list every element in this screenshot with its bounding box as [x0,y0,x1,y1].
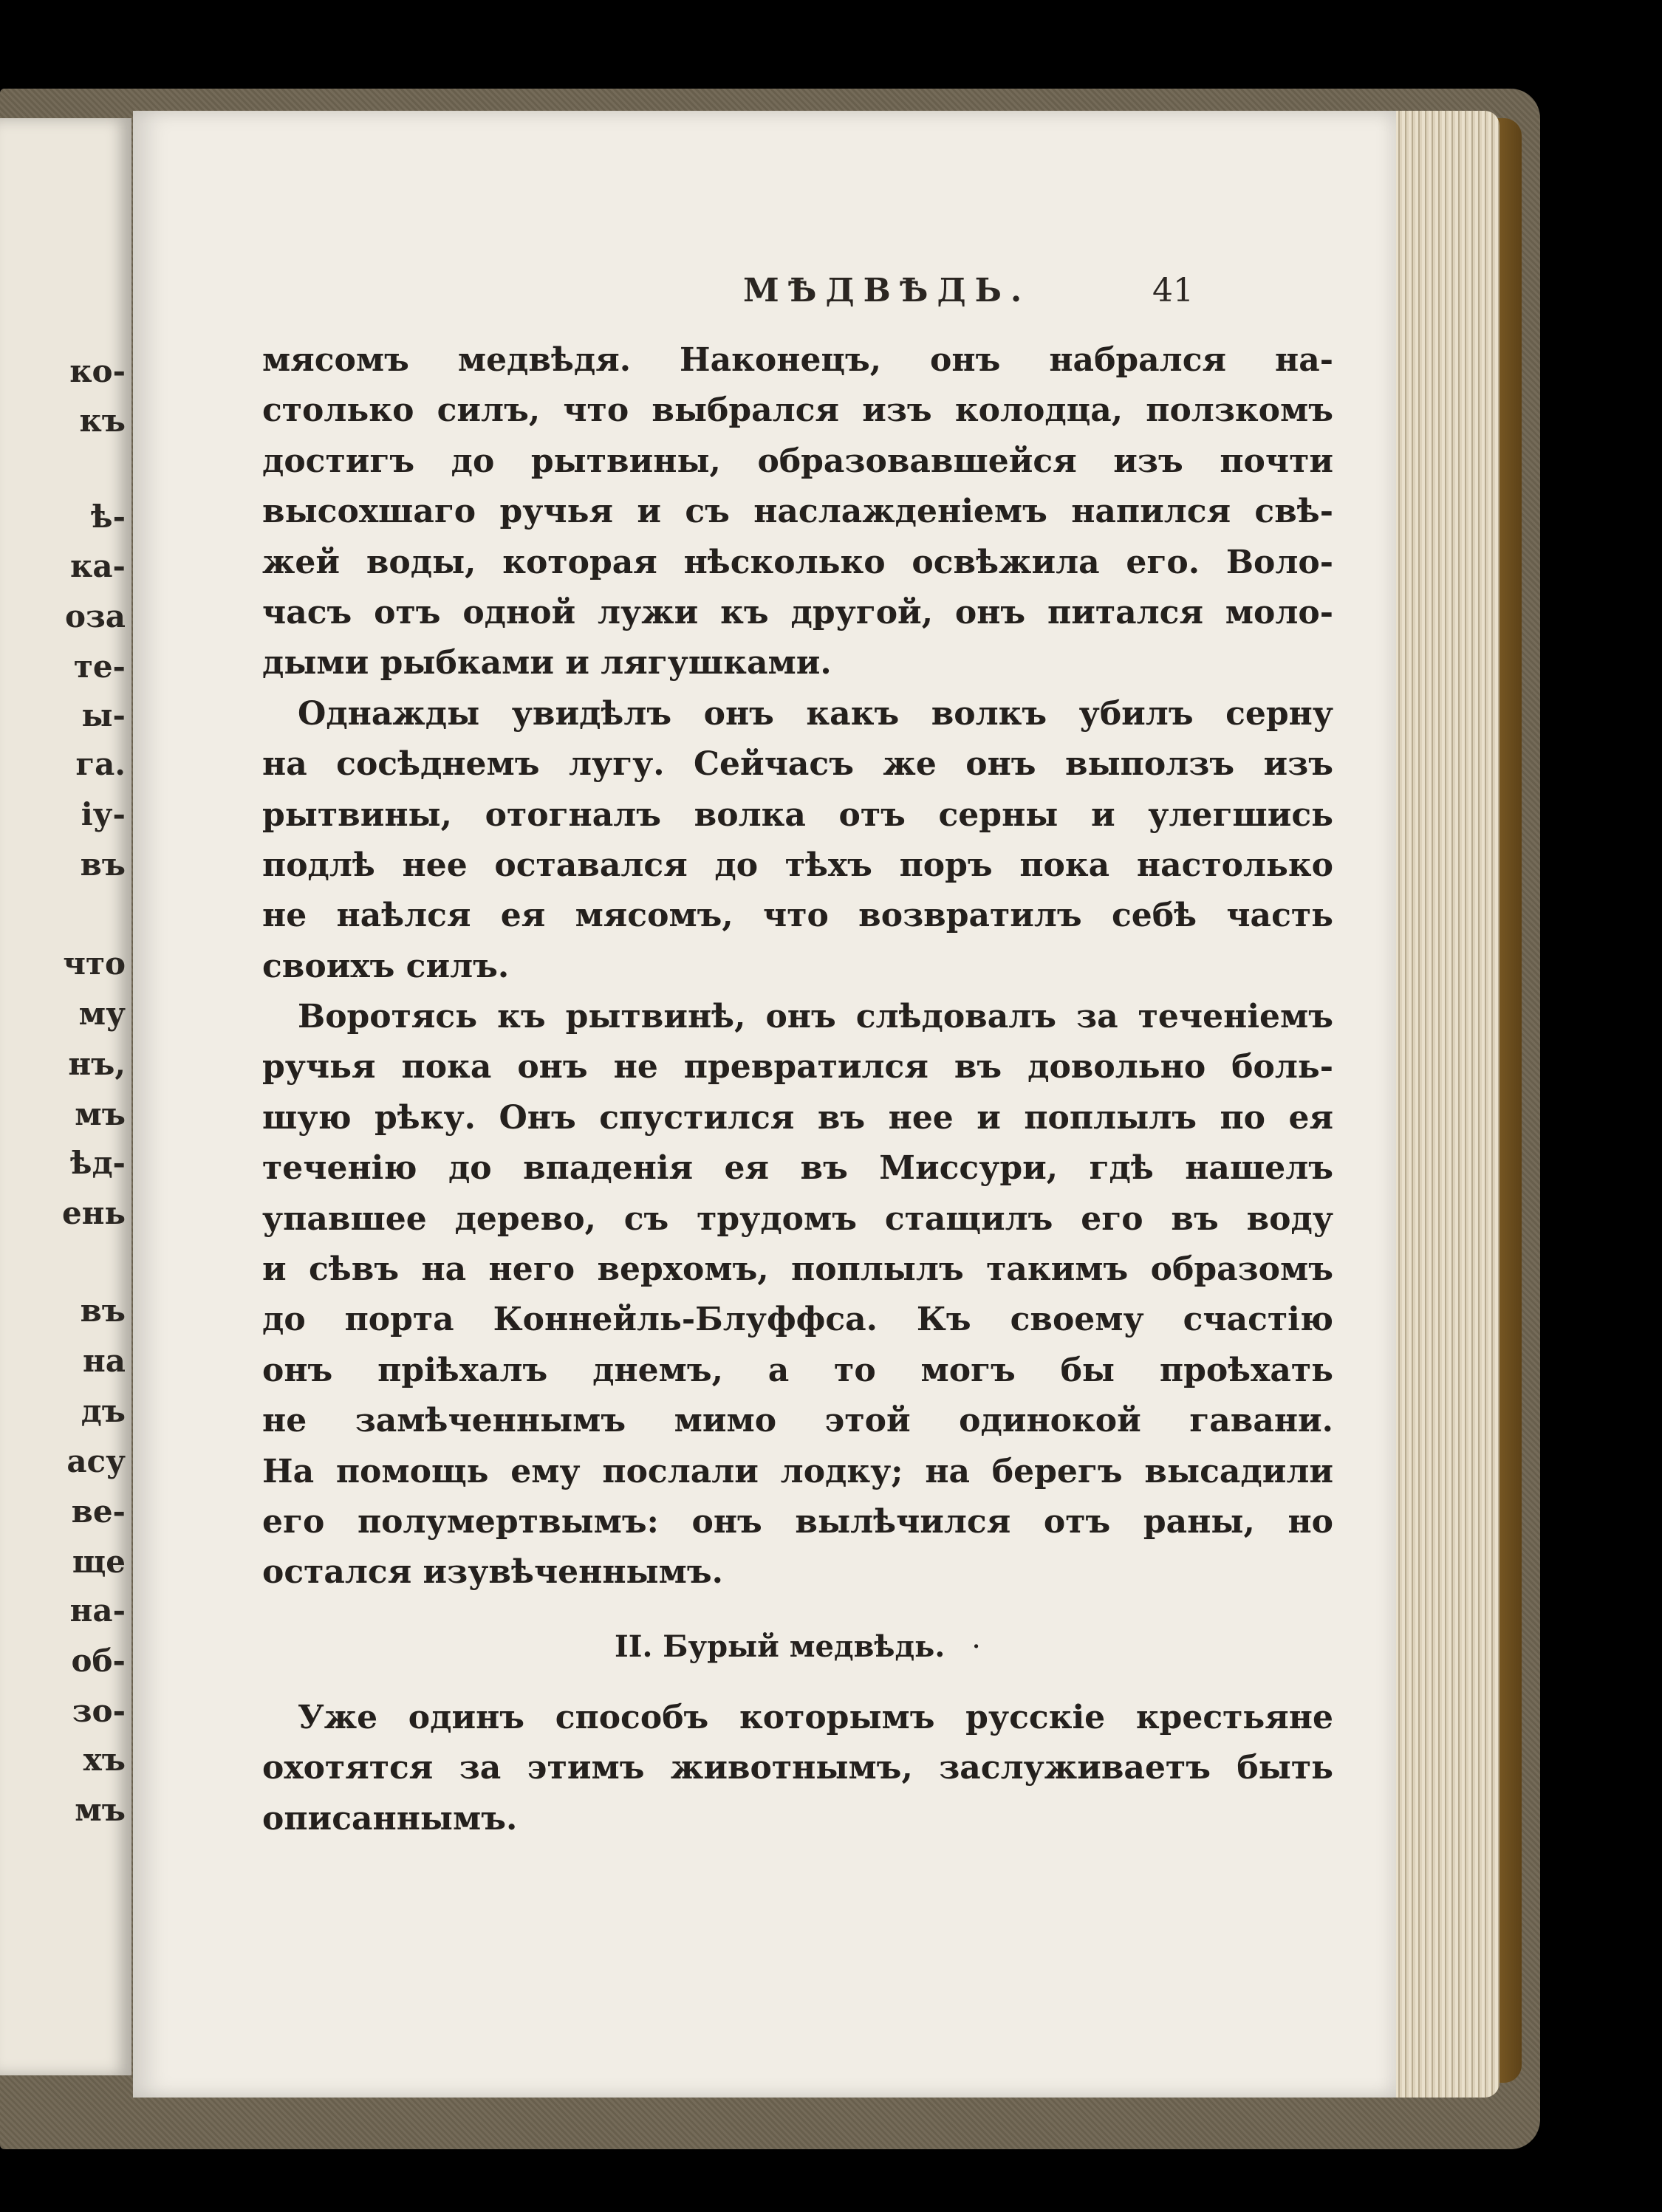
left-page-fragment: об- [71,1643,126,1679]
text-line: и сѣвъ на него верхомъ, поплылъ такимъ образомъ [262,1250,1333,1289]
left-page-fragment: ве- [71,1493,126,1530]
stray-mark: · [971,1629,981,1664]
text-line: высохшаго ручья и съ наслажденіемъ напился свѣ- [262,493,1333,531]
left-page-fragment: му [78,996,126,1032]
text-line: описаннымъ. [262,1799,518,1838]
text-line: жей воды, которая нѣсколько освѣжила его. Воло- [262,543,1333,581]
left-page [0,118,131,2075]
left-page-fragment: нъ, [68,1046,126,1082]
text-line: мясомъ медвѣдя. Наконецъ, онъ набрался на- [262,341,1333,379]
text-line: его полумертвымъ: онъ вылѣчился отъ раны, но [262,1502,1333,1541]
text-line: до порта Коннейль-Блуффса. Къ своему счастію [262,1301,1333,1339]
left-page-fragment: оза [64,598,126,634]
book-page [133,111,1396,2098]
text-line: подлѣ нее оставался до тѣхъ поръ пока настолько [262,846,1333,884]
text-line: своихъ силъ. [262,947,510,985]
text-line: часъ отъ одной лужи къ другой, онъ питался моло- [262,593,1333,631]
left-page-fragment: мъ [75,1792,126,1828]
text-line: охотятся за этимъ животнымъ, заслуживаетъ быть [262,1749,1333,1787]
paragraph [262,335,1333,689]
left-page-fragment: га. [75,746,126,782]
left-page-fragment: въ [80,1292,126,1329]
left-page-fragment: асу [66,1443,126,1479]
section-heading-text: II. Бурый медвѣдь. [615,1629,945,1664]
text-line: дыми рыбками и лягушками. [262,644,832,682]
text-line: не замѣченнымъ мимо этой одинокой гавани. [262,1402,1333,1440]
left-page-fragment: ѣд- [70,1145,126,1181]
text-line: онъ пріѣхалъ днемъ, а то могъ бы проѣхать [262,1351,1333,1389]
text-line: Уже одинъ способъ которымъ русскіе крестьяне [298,1698,1333,1736]
left-page-fragment: на- [69,1592,126,1629]
text-line: теченію до впаденія ея въ Миссури, гдѣ нашелъ [262,1149,1333,1188]
left-page-fragment: ще [72,1544,126,1580]
text-line: На помощь ему послали лодку; на берегъ высадили [262,1452,1333,1490]
left-page-fragment: на [83,1343,126,1379]
left-page-fragment: въ [80,846,126,883]
paragraph [262,1693,1333,1844]
text-line: остался изувѣченнымъ. [262,1553,723,1592]
left-page-fragment: мъ [75,1096,126,1132]
text-line: Воротясь къ рытвинѣ, онъ слѣдовалъ за теченіемъ [298,998,1333,1036]
running-head: МѢДВѢДЬ. [743,272,1031,309]
text-line: упавшее дерево, съ трудомъ стащилъ его въ воду [262,1199,1333,1238]
paragraph [262,689,1333,992]
paragraph [262,992,1333,1598]
text-line: на сосѣднемъ лугу. Сейчасъ же онъ выползъ изъ [262,745,1333,784]
left-page-fragment: къ [79,403,126,439]
text-line: ручья пока онъ не превратился въ довольно боль- [262,1048,1333,1086]
left-page-fragment: что [63,945,126,982]
left-page-fragment: те- [73,648,126,685]
left-page-fragment: хъ [83,1742,126,1778]
left-page-fragment: дъ [81,1393,126,1429]
left-page-fragment: іу- [81,796,126,832]
left-page-fragment: ка- [70,548,126,584]
text-line: не наѣлся ея мясомъ, что возвратилъ себѣ часть [262,897,1333,935]
text-line: шую рѣку. Онъ спустился въ нее и поплылъ по ея [262,1098,1333,1137]
left-page-fragment: ко- [69,353,126,389]
page-number: 41 [1152,272,1194,309]
page-text [262,335,1333,1844]
text-line: рытвины, отогналъ волка отъ серны и улегшись [262,795,1333,834]
left-page-fragment: ень [62,1195,126,1231]
section-heading [262,1617,1333,1677]
page-block-edges [1389,111,1499,2098]
left-page-fragment: ѣ- [91,499,126,535]
text-line: достигъ до рытвины, образовавшейся изъ почти [262,442,1333,480]
text-line: столько силъ, что выбрался изъ колодца, ползкомъ [262,391,1333,430]
left-page-fragment: зо- [72,1693,126,1729]
text-line: Однажды увидѣлъ онъ какъ волкъ убилъ серну [298,694,1333,733]
left-page-fragment: ы- [81,697,126,733]
